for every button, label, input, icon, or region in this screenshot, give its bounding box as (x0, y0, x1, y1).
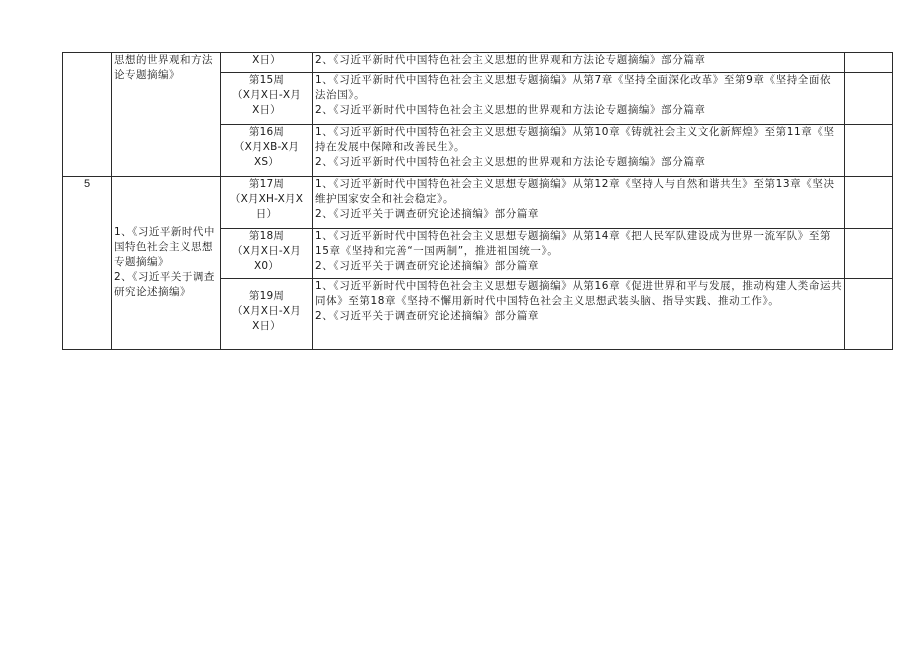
week-line: （X月XH-X月X (229, 193, 304, 205)
note-cell (845, 229, 893, 279)
week-line: （X月X日-X月 (232, 245, 301, 257)
week-cell (221, 73, 313, 125)
note-cell (845, 53, 893, 73)
topic-line: 论专题摘编》 (114, 69, 180, 81)
week-line: X日） (252, 54, 281, 66)
week-line: XS） (254, 156, 279, 168)
week-line: 日） (255, 208, 278, 220)
reading-content-cell (313, 279, 845, 350)
content-line: 1、《习近平新时代中国特色社会主义思想专题摘编》从第16章《促进世界和平与发展，推动构建人类命运共 (315, 280, 843, 292)
week-line: 第16周 (248, 126, 285, 138)
note-cell (845, 125, 893, 177)
content-line: 维护国家安全和社会稳定》。 (315, 193, 455, 205)
content-line: 2、《习近平关于调查研究论述摘编》部分篇章 (315, 260, 540, 272)
section-index: 5 (83, 178, 91, 190)
content-line: 法治国》。 (315, 89, 366, 101)
reading-content-cell (313, 177, 845, 229)
topic-line: 思想的世界观和方法 (114, 54, 213, 66)
study-schedule-table (62, 52, 893, 350)
topic-line: 2、《习近平关于调查 (114, 271, 215, 283)
section-topic-cell (112, 53, 221, 177)
week-line: 第19周 (248, 290, 285, 302)
week-cell (221, 279, 313, 350)
content-line: 1、《习近平新时代中国特色社会主义思想专题摘编》从第10章《铸就社会主义文化新辉煌》至第11章《坚 (315, 126, 835, 138)
content-line: 15章《坚持和完善“一国两制”，推进祖国统一》。 (315, 245, 559, 257)
content-line: 持在发展中保障和改善民生》。 (315, 141, 466, 153)
table-row (63, 53, 893, 73)
week-line: （X月XB-X月 (233, 141, 300, 153)
content-line: 2、《习近平新时代中国特色社会主义思想的世界观和方法论专题摘编》部分篇章 (315, 104, 706, 116)
note-cell (845, 73, 893, 125)
note-cell (845, 279, 893, 350)
content-line: 2、《习近平关于调查研究论述摘编》部分篇章 (315, 208, 540, 220)
topic-line: 1、《习近平新时代中 (114, 226, 215, 238)
reading-content-cell (313, 229, 845, 279)
week-line: 第18周 (248, 230, 285, 242)
topic-line: 研究论述摘编》 (114, 286, 191, 298)
week-line: X日） (252, 320, 281, 332)
section-topic-cell (112, 177, 221, 350)
week-line: 第15周 (248, 74, 285, 86)
week-line: （X月X日-X月 (232, 305, 301, 317)
content-line: 1、《习近平新时代中国特色社会主义思想专题摘编》从第7章《坚持全面深化改革》至第9章《坚持全面依 (315, 74, 832, 86)
week-line: 第17周 (248, 178, 285, 190)
content-line: 2、《习近平关于调查研究论述摘编》部分篇章 (315, 310, 540, 322)
week-cell (221, 177, 313, 229)
content-line: 1、《习近平新时代中国特色社会主义思想专题摘编》从第12章《坚持人与自然和谐共生》至第13章《坚决 (315, 178, 835, 190)
table-row (63, 177, 893, 229)
topic-line: 国特色社会主义思想 (114, 241, 213, 253)
topic-block (114, 177, 218, 300)
note-cell (845, 177, 893, 229)
week-cell (221, 53, 313, 73)
week-line: X0） (254, 260, 279, 272)
content-line: 同体》至第18章《坚持不懈用新时代中国特色社会主义思想武装头脑、指导实践、推动工作》。 (315, 295, 780, 307)
reading-content-cell (313, 53, 845, 73)
week-line: （X月X日-X月 (232, 89, 301, 101)
section-index-cell (63, 177, 112, 350)
week-line: X日） (252, 104, 281, 116)
content-line: 1、《习近平新时代中国特色社会主义思想专题摘编》从第14章《把人民军队建设成为世界一流军队》至第 (315, 230, 832, 242)
content-line: 2、《习近平新时代中国特色社会主义思想的世界观和方法论专题摘编》部分篇章 (315, 156, 706, 168)
reading-content-cell (313, 73, 845, 125)
week-cell (221, 229, 313, 279)
week-cell (221, 125, 313, 177)
section-index-cell (63, 53, 112, 177)
reading-content-cell (313, 125, 845, 177)
topic-line: 专题摘编》 (114, 256, 169, 268)
content-line: 2、《习近平新时代中国特色社会主义思想的世界观和方法论专题摘编》部分篇章 (315, 54, 706, 66)
